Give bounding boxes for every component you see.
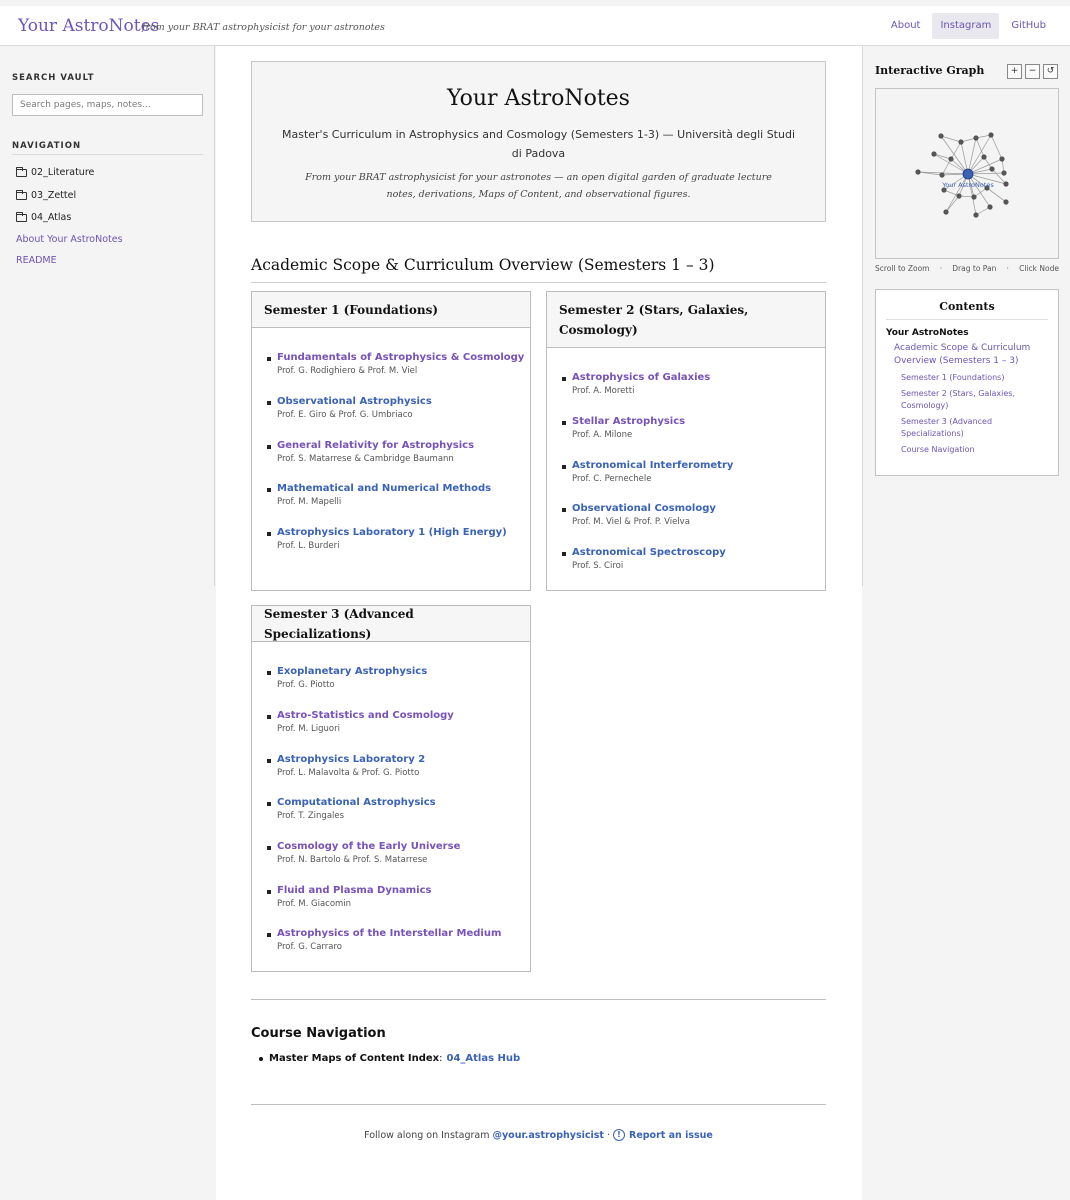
toc-item-course-navigation[interactable]: Course Navigation xyxy=(901,445,975,454)
site-brand[interactable]: Your AstroNotes xyxy=(18,16,160,36)
course-link[interactable]: Computational Astrophysics xyxy=(267,797,436,808)
maps-index-label: Master Maps of Content Index xyxy=(269,1053,440,1064)
course-link[interactable]: Astrophysics Laboratory 1 (High Energy) xyxy=(267,527,507,538)
content-divider xyxy=(251,999,826,1000)
graph-node[interactable] xyxy=(973,212,978,217)
course-link[interactable]: Cosmology of the Early Universe xyxy=(267,841,460,852)
page-footer xyxy=(251,1129,826,1141)
course-professor: Prof. C. Pernechele xyxy=(572,474,652,484)
hint-zoom: Scroll to Zoom xyxy=(875,264,930,273)
search-heading: SEARCH VAULT xyxy=(12,73,95,83)
course-professor: Prof. S. Matarrese & Cambridge Baumann xyxy=(277,454,454,464)
course-item xyxy=(267,921,502,952)
link-about-astronotes[interactable]: About Your AstroNotes xyxy=(16,234,123,245)
top-nav xyxy=(883,13,1054,39)
course-item xyxy=(267,790,436,821)
graph-node[interactable] xyxy=(1003,181,1008,186)
graph-node[interactable] xyxy=(943,209,948,214)
zoom-out-button[interactable]: − xyxy=(1025,64,1040,79)
left-sidebar xyxy=(0,46,215,586)
folder-label: 03_Zettel xyxy=(31,190,77,201)
course-navigation-item xyxy=(259,1053,520,1064)
course-item xyxy=(562,365,711,396)
course-link[interactable]: Astrophysics of the Interstellar Medium xyxy=(267,928,501,939)
course-item xyxy=(562,409,686,440)
course-professor: Prof. M. Mapelli xyxy=(277,497,342,507)
nav-github[interactable]: GitHub xyxy=(1011,20,1046,31)
report-issue-label: Report an issue xyxy=(629,1129,713,1141)
graph-edge xyxy=(946,196,959,212)
graph-center-node[interactable] xyxy=(963,169,973,179)
course-professor: Prof. E. Giro & Prof. G. Umbriaco xyxy=(277,410,413,420)
course-link[interactable]: Mathematical and Numerical Methods xyxy=(267,483,491,494)
graph-node[interactable] xyxy=(981,154,986,159)
semester-3-card xyxy=(251,605,531,972)
folder-label: 02_Literature xyxy=(31,167,95,178)
navigation-divider xyxy=(12,154,203,155)
graph-node[interactable] xyxy=(915,169,920,174)
course-item xyxy=(562,453,734,484)
graph-center-label: Your AstroNotes xyxy=(942,181,994,189)
section-title: Academic Scope & Curriculum Overview (Semesters 1 – 3) xyxy=(251,256,715,274)
main-content xyxy=(216,46,862,1200)
graph-node[interactable] xyxy=(939,172,944,177)
graph-node[interactable] xyxy=(948,156,953,161)
graph-svg xyxy=(876,89,1060,260)
course-professor: Prof. A. Milone xyxy=(572,430,633,440)
link-readme[interactable]: README xyxy=(16,255,57,266)
course-item xyxy=(267,878,432,909)
course-link[interactable]: Astronomical Interferometry xyxy=(562,460,733,471)
graph-edges xyxy=(918,135,1006,215)
course-professor: Prof. S. Ciroi xyxy=(572,561,624,571)
graph-node[interactable] xyxy=(956,193,961,198)
folder-icon xyxy=(16,214,27,222)
bullet-icon xyxy=(259,1057,263,1061)
right-panel xyxy=(862,46,1070,586)
course-professor: Prof. M. Giacomin xyxy=(277,899,352,909)
course-professor: Prof. M. Viel & Prof. P. Vielva xyxy=(572,517,690,527)
table-of-contents xyxy=(875,289,1059,476)
search-input[interactable] xyxy=(12,94,203,116)
zoom-in-button[interactable]: + xyxy=(1007,64,1022,79)
reset-view-button[interactable]: ↺ xyxy=(1043,64,1058,79)
page-description: From your BRAT astrophysicist for your astronotes — an open digital garden of graduate lecture notes, derivations, Maps of Content, and observational figures. xyxy=(305,172,772,200)
graph-edge xyxy=(946,174,968,212)
graph-node[interactable] xyxy=(987,204,992,209)
label-separator: : xyxy=(439,1053,443,1064)
graph-hints xyxy=(875,264,1059,273)
nav-instagram[interactable]: Instagram xyxy=(932,13,999,39)
graph-edge xyxy=(951,142,961,159)
course-professor: Prof. M. Liguori xyxy=(277,724,340,734)
semester-1-card xyxy=(251,291,531,591)
folder-label: 04_Atlas xyxy=(31,212,72,223)
graph-edge xyxy=(991,135,1002,159)
folder-atlas[interactable] xyxy=(16,212,71,223)
course-link[interactable]: General Relativity for Astrophysics xyxy=(267,440,474,451)
hint-separator: · xyxy=(939,264,943,273)
course-item xyxy=(267,345,525,376)
graph-node[interactable] xyxy=(938,133,943,138)
folder-zettel[interactable] xyxy=(16,190,76,201)
graph-canvas[interactable] xyxy=(875,88,1059,259)
course-professor: Prof. G. Rodighiero & Prof. M. Viel xyxy=(277,366,418,376)
toc-item-semester-1[interactable]: Semester 1 (Foundations) xyxy=(901,373,1005,382)
graph-node[interactable] xyxy=(1001,170,1006,175)
section-divider xyxy=(251,282,826,283)
semester-2-title: Semester 2 (Stars, Galaxies, Cosmology) xyxy=(547,292,825,348)
course-professor: Prof. A. Moretti xyxy=(572,386,635,396)
footer-divider xyxy=(251,1104,826,1105)
graph-node[interactable] xyxy=(971,194,976,199)
nav-about[interactable]: About xyxy=(890,20,921,31)
report-issue-link[interactable] xyxy=(613,1129,713,1141)
course-item xyxy=(267,389,432,420)
course-item xyxy=(267,747,426,778)
toc-item-semester-2[interactable]: Semester 2 (Stars, Galaxies, Cosmology) xyxy=(901,389,1016,410)
course-link[interactable]: Observational Cosmology xyxy=(562,503,716,514)
semester-3-title: Semester 3 (Advanced Specializations) xyxy=(252,606,530,642)
course-link[interactable]: Fluid and Plasma Dynamics xyxy=(267,885,431,896)
course-link[interactable]: Stellar Astrophysics xyxy=(562,416,685,427)
course-item xyxy=(267,433,475,464)
course-professor: Prof. L. Malavolta & Prof. G. Piotto xyxy=(277,768,420,778)
course-item xyxy=(562,540,726,571)
course-item xyxy=(267,834,461,865)
instagram-handle-link[interactable]: @your.astrophysicist xyxy=(492,1129,604,1141)
toc-item-semester-3[interactable]: Semester 3 (Advanced Specializations) xyxy=(901,417,993,438)
atlas-hub-link[interactable]: 04_Atlas Hub xyxy=(446,1053,521,1064)
toc-item-section[interactable]: Academic Scope & Curriculum Overview (Semesters 1 – 3) xyxy=(894,343,1031,366)
course-professor: Prof. G. Piotto xyxy=(277,680,335,690)
graph-edge xyxy=(941,136,961,142)
course-link[interactable]: Exoplanetary Astrophysics xyxy=(267,666,427,677)
toc-root: Your AstroNotes xyxy=(886,328,969,338)
course-item xyxy=(267,476,492,507)
graph-node[interactable] xyxy=(931,151,936,156)
graph-edge xyxy=(934,154,951,159)
graph-edge xyxy=(968,135,991,174)
graph-node[interactable] xyxy=(973,135,978,140)
hint-click: Click Node xyxy=(1019,264,1059,273)
course-link[interactable]: Astrophysics Laboratory 2 xyxy=(267,754,425,765)
hint-separator: · xyxy=(1006,264,1009,273)
course-professor: Prof. T. Zingales xyxy=(277,811,345,821)
graph-node[interactable] xyxy=(989,166,994,171)
course-link[interactable]: Fundamentals of Astrophysics & Cosmology xyxy=(267,352,524,363)
course-professor: Prof. G. Carraro xyxy=(277,942,342,952)
page-title: Your AstroNotes xyxy=(447,86,630,111)
footer-text: Follow along on Instagram xyxy=(364,1129,490,1141)
toc-divider xyxy=(886,319,1048,320)
course-link[interactable]: Astronomical Spectroscopy xyxy=(562,547,726,558)
graph-node[interactable] xyxy=(999,156,1004,161)
graph-edge xyxy=(968,159,1002,174)
graph-controls xyxy=(1007,64,1058,79)
footer-separator: · xyxy=(606,1129,610,1141)
graph-edge xyxy=(968,138,976,174)
course-professor: Prof. L. Burderi xyxy=(277,541,340,551)
navigation-heading: NAVIGATION xyxy=(12,141,82,151)
top-bar xyxy=(0,6,1070,46)
course-link[interactable]: Astrophysics of Galaxies xyxy=(562,372,710,383)
folder-literature[interactable] xyxy=(16,167,94,178)
course-item xyxy=(267,520,507,551)
graph-node[interactable] xyxy=(988,132,993,137)
course-item xyxy=(562,496,716,527)
graph-edge xyxy=(987,188,1006,202)
course-item xyxy=(267,703,454,734)
graph-node[interactable] xyxy=(958,139,963,144)
hero-box xyxy=(251,61,826,222)
folder-icon xyxy=(16,192,27,200)
semester-2-card xyxy=(546,291,826,591)
info-icon: ! xyxy=(613,1129,625,1141)
course-link[interactable]: Observational Astrophysics xyxy=(267,396,432,407)
page-subtitle: Master's Curriculum in Astrophysics and Cosmology (Semesters 1-3) — Università degli Studi di Padova xyxy=(281,128,796,160)
graph-node[interactable] xyxy=(1003,199,1008,204)
hint-pan: Drag to Pan xyxy=(952,264,997,273)
course-navigation-title: Course Navigation xyxy=(251,1026,386,1041)
semester-1-title: Semester 1 (Foundations) xyxy=(252,292,530,328)
site-tagline: from your BRAT astrophysicist for your astronotes xyxy=(142,22,385,33)
course-item xyxy=(267,659,428,690)
toc-title: Contents xyxy=(939,300,995,313)
course-professor: Prof. N. Bartolo & Prof. S. Matarrese xyxy=(277,855,428,865)
folder-icon xyxy=(16,169,27,177)
course-link[interactable]: Astro-Statistics and Cosmology xyxy=(267,710,454,721)
graph-title: Interactive Graph xyxy=(875,64,985,77)
